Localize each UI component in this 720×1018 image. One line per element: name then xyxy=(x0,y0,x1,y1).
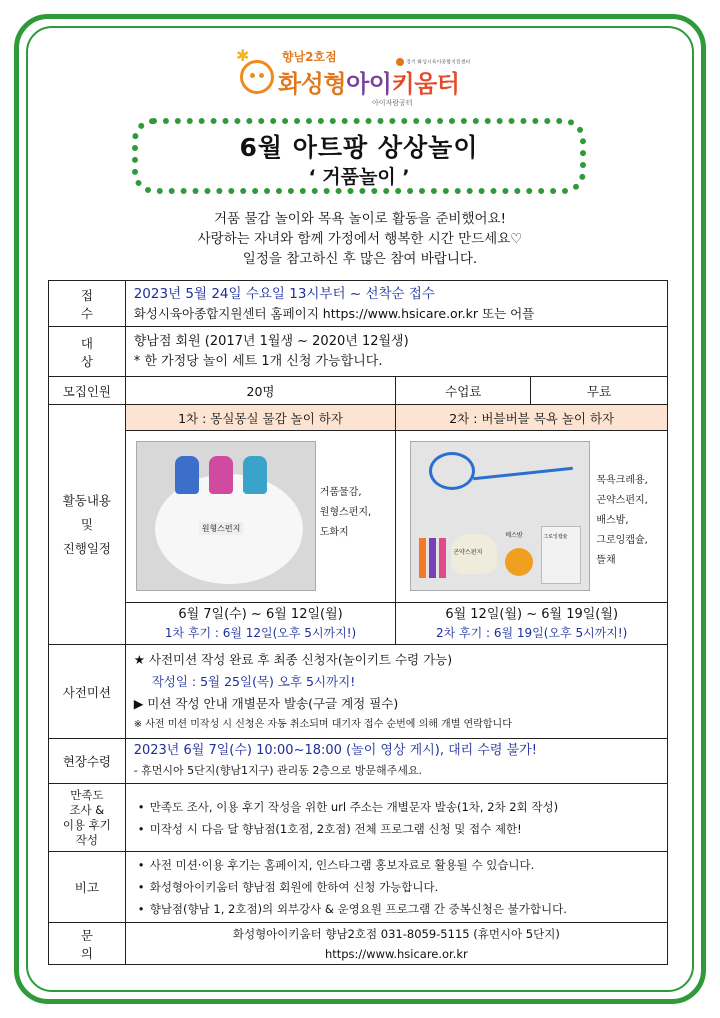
org-name: 경기 화성시육아종합지원센터 xyxy=(406,59,471,66)
label-pickup: 현장수령 xyxy=(49,739,126,784)
label-activity xyxy=(49,405,126,645)
session2-item-1: 목욕크레용, xyxy=(596,475,648,486)
pickup-value xyxy=(125,739,667,784)
label-activity-3: 진행일정 xyxy=(62,540,112,556)
konjac-sponge xyxy=(451,534,497,574)
session1-review: 1차 후기 : 6월 12일(오후 5시까지!) xyxy=(164,625,357,640)
session1-schedule xyxy=(125,603,396,645)
org-mark-icon xyxy=(396,58,404,66)
logo-sub: 아이자람공터 xyxy=(372,99,413,107)
crayon-orange xyxy=(419,538,426,578)
survey-item-1: • 만족도 조사, 이용 후기 작성을 위한 url 주소는 개별문자 발송(1차, 2차 2회 작성) xyxy=(134,796,659,818)
konjac-sponge-label: 곤약스펀지 xyxy=(453,549,483,556)
logo-name-part1: 화성형 xyxy=(278,70,347,98)
row-activity-header xyxy=(49,405,668,431)
label-recruit: 모집인원 xyxy=(49,377,126,405)
session1-title: 1차 : 몽실몽실 물감 놀이 하자 xyxy=(125,405,396,431)
contact-value xyxy=(125,923,667,965)
label-survey-2: 조사 & xyxy=(69,802,105,817)
paint-bottle-blue xyxy=(175,456,199,494)
survey-value xyxy=(125,784,667,852)
recruit-count: 20명 xyxy=(125,377,396,405)
label-survey-3: 이용 후기 xyxy=(62,817,111,832)
intro-line-1: 거품 물감 놀이와 목욕 놀이로 활동을 준비했어요! xyxy=(214,211,506,227)
survey-item-2: • 미작성 시 다음 달 향남점(1호점, 2호점) 전체 프로그램 신청 및 접수 제한! xyxy=(134,818,659,840)
session2-schedule xyxy=(396,603,668,645)
session1-photo-cell xyxy=(125,431,396,603)
label-survey-1: 만족도 xyxy=(70,787,104,802)
logo-branch: 향남2호점 xyxy=(282,50,337,64)
fee-label: 수업료 xyxy=(396,377,531,405)
row-pickup xyxy=(49,739,668,784)
star-icon: ✱ xyxy=(236,46,250,65)
logo xyxy=(232,46,492,112)
session2-title: 2차 : 버블버블 목욕 놀이 하자 xyxy=(396,405,668,431)
crayon-pink xyxy=(439,538,446,578)
reception-value xyxy=(125,281,667,327)
logo-name-part2: 아이 xyxy=(346,70,392,98)
info-table xyxy=(48,280,668,965)
intro-line-2: 사랑하는 자녀와 함께 가정에서 행복한 시간 만드세요♡ xyxy=(197,231,523,247)
paint-bottle-pink xyxy=(209,456,233,494)
session2-item-5: 뜰채 xyxy=(596,555,616,566)
label-survey xyxy=(49,784,126,852)
target-value xyxy=(125,327,667,377)
title-box xyxy=(132,118,586,194)
fee-value: 무료 xyxy=(531,377,668,405)
net-handle xyxy=(473,467,573,480)
bath-bomb-label: 배스밤 xyxy=(505,532,523,539)
mission-line-3: ▶ 미션 작성 안내 개별문자 발송(구글 계정 필수) xyxy=(133,695,399,711)
session1-photo xyxy=(136,441,316,591)
label-survey-4: 작성 xyxy=(75,832,98,847)
session2-review: 2차 후기 : 6월 19일(오후 5시까지!) xyxy=(435,625,628,640)
pickup-line-2: - 휴먼시아 5단지(향남1지구) 관리동 2층으로 방문해주세요. xyxy=(133,764,423,777)
target-line-1: 향남점 회원 (2017년 1월생 ~ 2020년 12월생) xyxy=(133,333,409,349)
session2-photo xyxy=(410,441,590,591)
session2-photo-cell xyxy=(396,431,668,603)
paint-bottle-cyan xyxy=(243,456,267,494)
mission-line-4: ※ 사전 미션 미작성 시 신청은 자동 취소되며 대기자 접수 순번에 의해 개별 연락합니다 xyxy=(133,718,512,730)
session1-item-2: 원형스펀지, xyxy=(319,507,372,518)
growing-capsule-bag xyxy=(541,526,581,584)
remarks-value xyxy=(125,852,667,923)
row-recruit xyxy=(49,377,668,405)
bath-bomb xyxy=(505,548,533,576)
label-activity-2: 및 xyxy=(80,516,93,532)
remarks-item-3: • 향남점(향남 1, 2호점)의 외부강사 & 운영요원 프로그램 간 중복신청은 불가합니다. xyxy=(134,898,659,920)
session1-item-1: 거품물감, xyxy=(319,487,362,498)
intro-line-3: 일정을 참고하신 후 많은 참여 바랍니다. xyxy=(242,251,478,267)
session2-item-3: 배스밤, xyxy=(596,515,629,526)
contact-line-2[interactable]: https://www.hsicare.or.kr xyxy=(324,946,468,961)
row-contact xyxy=(49,923,668,965)
logo-name-part3: 키움터 xyxy=(391,70,460,98)
remarks-item-2: • 화성형아이키움터 향남점 회원에 한하여 신청 가능합니다. xyxy=(134,876,659,898)
org-logo xyxy=(396,58,496,72)
smiley-face-icon xyxy=(240,60,274,94)
growing-capsule-label: 그로잉캡슐 xyxy=(543,534,568,540)
mission-line-1: ★ 사전미션 작성 완료 후 최종 신청자(놀이키트 수령 가능) xyxy=(133,651,453,667)
pickup-line-1: 2023년 6월 7일(수) 10:00~18:00 (놀이 영상 게시), 대리 수령 불가! xyxy=(133,743,537,758)
remarks-item-1: • 사전 미션·이용 후기는 홈페이지, 인스타그램 홍보자료로 활용될 수 있습니다. xyxy=(134,854,659,876)
session1-items xyxy=(320,483,371,543)
label-remarks: 비고 xyxy=(49,852,126,923)
net-hoop xyxy=(429,452,475,490)
row-mission xyxy=(49,645,668,739)
session2-date: 6월 12일(월) ~ 6월 19일(월) xyxy=(445,606,619,622)
label-reception: 접 수 xyxy=(49,281,126,327)
label-mission: 사전미션 xyxy=(49,645,126,739)
session1-date: 6월 7일(수) ~ 6월 12일(월) xyxy=(178,606,343,622)
row-survey xyxy=(49,784,668,852)
session2-items xyxy=(596,471,647,571)
row-reception xyxy=(49,281,668,327)
session1-item-3: 도화지 xyxy=(319,527,349,538)
intro-text xyxy=(100,209,620,269)
mission-value xyxy=(125,645,667,739)
page-title: 6월 아트팡 상상놀이 xyxy=(239,133,479,162)
contact-line-1: 화성형아이키움터 향남2호점 031-8059-5115 (휴먼시아 5단지) xyxy=(232,926,560,941)
row-activity-dates xyxy=(49,603,668,645)
crayon-purple xyxy=(429,538,436,578)
platter-label: 원형스펀지 xyxy=(199,522,244,535)
row-activity-photos xyxy=(49,431,668,603)
label-target: 대 상 xyxy=(49,327,126,377)
page-subtitle: ‘ 거품놀이 ’ xyxy=(308,166,410,188)
row-target xyxy=(49,327,668,377)
row-remarks xyxy=(49,852,668,923)
reception-line-2: 화성시육아종합지원센터 홈페이지 https://www.hsicare.or.kr 또는 어플 xyxy=(133,305,535,321)
reception-line-1: 2023년 5월 24일 수요일 13시부터 ~ 선착순 접수 xyxy=(133,285,435,302)
label-contact: 문 의 xyxy=(49,923,126,965)
session2-item-4: 그로잉캡슐, xyxy=(596,535,648,546)
target-line-2: * 한 가정당 놀이 세트 1개 신청 가능합니다. xyxy=(133,353,383,369)
mission-line-2: 작성일 : 5월 25일(목) 오후 5시까지! xyxy=(151,673,356,689)
session2-item-2: 곤약스펀지, xyxy=(596,495,648,506)
label-activity-1: 활동내용 xyxy=(62,492,112,508)
